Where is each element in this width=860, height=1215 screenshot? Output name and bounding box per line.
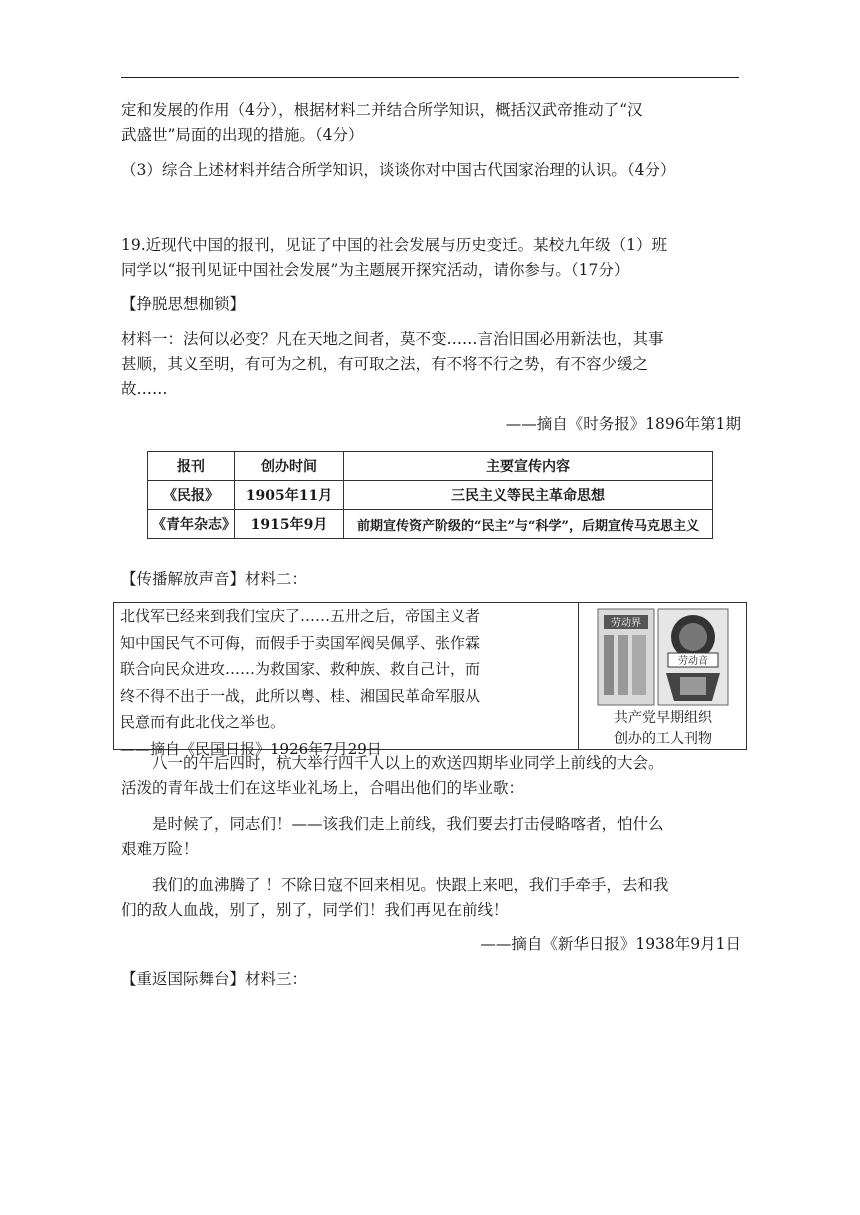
caption-line: 共产党早期组织	[614, 710, 712, 726]
material-two-text	[114, 603, 579, 758]
question-3: （3）综合上述材料并结合所学知识，谈谈你对中国古代国家治理的认识。（4分）	[121, 161, 676, 179]
box-source: ——摘自《民国日报》1926年7月29日	[120, 739, 382, 758]
material-one: 材料一：法何以必变？凡在天地之间者，莫不变……言治旧国必用新法也，其事	[121, 330, 664, 348]
newspaper-table	[147, 451, 713, 539]
passage-paragraph: 们的敌人血战，别了，别了，同学们！我们再见在前线！	[121, 901, 509, 919]
caption-line: 创办的工人刊物	[614, 731, 712, 747]
section-heading: 【传播解放声音】材料二：	[121, 570, 308, 588]
pic-title-1: 劳动界	[611, 618, 641, 629]
table-cell: 《民报》	[148, 481, 235, 510]
image-caption	[580, 708, 746, 750]
source-citation: ——摘自《新华日报》1938年9月1日	[480, 935, 741, 953]
passage-paragraph: 我们的血沸腾了 ！不除日寇不回来相见。快跟上来吧，我们手牵手，去和我	[152, 876, 669, 894]
table-header: 主要宣传内容	[344, 452, 713, 481]
source-citation: ——摘自《时务报》1896年第1期	[505, 415, 741, 433]
table-cell: 前期宣传资产阶级的“民主”与“科学”，后期宣传马克思主义	[344, 510, 713, 539]
box-line: 民意而有此北伐之举也。	[120, 713, 286, 731]
header-rule	[121, 77, 739, 78]
newspaper-image	[596, 607, 730, 707]
table-cell: 1915年9月	[235, 510, 344, 539]
table-cell: 三民主义等民主革命思想	[344, 481, 713, 510]
box-line: 北伐军已经来到我们宝庆了……五卅之后，帝国主义者	[120, 607, 481, 625]
material-one: 甚顺，其义至明，有可为之机，有可取之法，有不将不行之势，有不容少缓之	[121, 355, 649, 373]
question-19: 19.近现代中国的报刊，见证了中国的社会发展与历史变迁。某校九年级（1）班	[121, 236, 668, 254]
passage-paragraph: 活泼的青年战士们在这毕业礼场上，合唱出他们的毕业歌：	[121, 779, 525, 797]
question-text: 武盛世”局面的出现的措施。（4分）	[121, 126, 364, 144]
box-line: 终不得不出于一战，此所以粤、桂、湘国民革命军服从	[120, 686, 481, 705]
table-row	[148, 481, 713, 510]
table-cell: 《青年杂志》	[148, 510, 235, 539]
pic-title-2: 劳动音	[678, 656, 708, 667]
section-heading: 【挣脱思想枷锁】	[121, 295, 246, 313]
table-cell: 1905年11月	[235, 481, 344, 510]
table-row	[148, 510, 713, 539]
box-line: 联合向民众进攻……为救国家、救种族、救自己计，而	[120, 660, 481, 678]
material-two-box	[113, 602, 747, 758]
table-header: 报刊	[148, 452, 235, 481]
section-heading: 【重返国际舞台】材料三：	[121, 970, 308, 988]
table-header: 创办时间	[235, 452, 344, 481]
passage-paragraph: 是时候了，同志们！——该我们走上前线，我们要去打击侵略喀者，怕什么	[152, 815, 664, 833]
table-header-row	[148, 452, 713, 481]
question-text: 定和发展的作用（4分），根据材料二并结合所学知识，概括汉武帝推动了“汉	[121, 101, 643, 119]
material-one: 故……	[121, 380, 168, 398]
question-19: 同学以“报刊见证中国社会发展”为主题展开探究活动，请你参与。（17分）	[121, 261, 630, 279]
box-line: 知中国民气不可侮，而假手于卖国军阀吴佩孚、张作霖	[120, 633, 481, 652]
passage-paragraph: 艰难万险！	[121, 840, 199, 858]
passage-paragraph: 八一的午后四时，杭大举行四千人以上的欢送四期毕业同学上前线的大会。	[152, 754, 664, 772]
